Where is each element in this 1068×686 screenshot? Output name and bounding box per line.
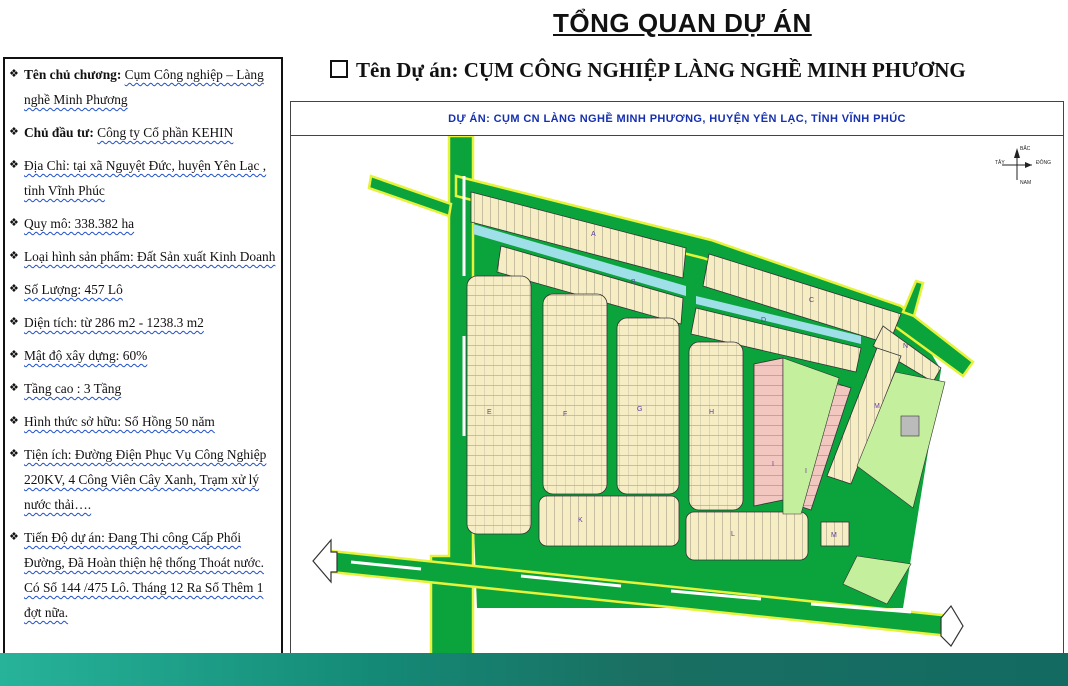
info-item-ownership: [5, 409, 281, 434]
compass-north: BẮC: [1020, 146, 1031, 152]
project-subtitle: [330, 58, 966, 83]
compass-west: TÂY: [995, 160, 1005, 166]
block-label: H: [709, 409, 715, 416]
block-label: F: [563, 411, 568, 418]
checkbox-bullet-icon: [330, 60, 348, 78]
block-label: M: [831, 532, 837, 539]
info-item-area: [5, 310, 281, 335]
info-item-progress: [5, 525, 281, 625]
diamond-bullet-icon: ❖: [9, 159, 19, 171]
east-arrow: [941, 606, 963, 646]
info-item-product-type: [5, 244, 281, 269]
info-item-quantity: [5, 277, 281, 302]
compass-east: ĐÔNG: [1036, 160, 1051, 166]
site-plan-map: [290, 101, 1064, 656]
diamond-bullet-icon: ❖: [9, 349, 19, 361]
diamond-bullet-icon: ❖: [9, 316, 19, 328]
compass-rose-icon: [995, 144, 1051, 186]
block-label: A: [591, 231, 596, 238]
block-label: I: [805, 468, 807, 475]
info-item-owner: [5, 62, 281, 112]
map-header: DỰ ÁN: CỤM CN LÀNG NGHỀ MINH PHƯƠNG, HUYỆN YÊN LẠC, TỈNH VĨNH PHÚC: [291, 102, 1063, 136]
info-value: Diện tích: từ 286 m2 - 1238.3 m2: [24, 315, 204, 330]
footer-bar: [0, 653, 1068, 686]
block-label: C: [809, 297, 815, 304]
site-plan-drawing: [291, 136, 1063, 656]
info-value: Tầng cao : 3 Tầng: [24, 381, 122, 396]
info-item-investor: [5, 120, 281, 145]
info-value: Công ty Cổ phần KEHIN: [97, 125, 234, 140]
diamond-bullet-icon: ❖: [9, 448, 19, 460]
west-arrow: [313, 540, 337, 582]
compass-south: NAM: [1020, 180, 1032, 186]
info-value: Số Lượng: 457 Lô: [24, 282, 123, 297]
block-label: D: [761, 317, 767, 324]
info-item-amenities: [5, 442, 281, 517]
block-label: I: [772, 461, 774, 468]
block-label: B: [631, 279, 636, 286]
info-value: Tiện ích: Đường Điện Phục Vụ Công Nghiệp 220KV, 4 Công Viên Cây Xanh, Trạm xử lý nước thải….: [24, 447, 267, 512]
block-label: M: [874, 403, 880, 410]
project-subtitle-text: Tên Dự án: CỤM CÔNG NGHIỆP LÀNG NGHỀ MINH PHƯƠNG: [356, 58, 966, 82]
info-value: Mật độ xây dựng: 60%: [24, 348, 148, 363]
diamond-bullet-icon: ❖: [9, 68, 19, 80]
info-label: Chủ đầu tư:: [24, 125, 94, 140]
block-label: N: [903, 343, 909, 350]
info-item-address: [5, 153, 281, 203]
info-label: Tên chủ chương:: [24, 67, 122, 82]
block-label: L: [731, 531, 735, 538]
info-value: Hình thức sở hữu: Sổ Hồng 50 năm: [24, 414, 215, 429]
diamond-bullet-icon: ❖: [9, 415, 19, 427]
info-value: Cụm Công nghiệp – Làng nghề Minh Phương: [24, 67, 264, 107]
block-label: K: [578, 517, 583, 524]
diamond-bullet-icon: ❖: [9, 283, 19, 295]
diamond-bullet-icon: ❖: [9, 531, 19, 543]
info-item-density: [5, 343, 281, 368]
info-value: Quy mô: 338.382 ha: [24, 216, 135, 231]
diamond-bullet-icon: ❖: [9, 250, 19, 262]
diamond-bullet-icon: ❖: [9, 382, 19, 394]
info-value: Tiến Độ dự án: Đang Thi công Cấp Phối Đường, Đã Hoàn thiện hệ thống Thoát nước. Có Sổ 144 /475 Lô. Tháng 12 Ra Sổ Thêm 1 đợt nữa.: [24, 530, 265, 620]
info-item-scale: [5, 211, 281, 236]
diamond-bullet-icon: ❖: [9, 217, 19, 229]
project-info-panel: [3, 57, 283, 657]
page-title: TỔNG QUAN DỰ ÁN: [553, 8, 812, 38]
info-value: Loại hình sản phẩm: Đất Sản xuất Kinh Doanh: [24, 249, 276, 264]
diamond-bullet-icon: ❖: [9, 126, 19, 138]
info-item-floors: [5, 376, 281, 401]
block-label: E: [487, 409, 492, 416]
info-list: [5, 59, 281, 625]
block-label: G: [637, 406, 643, 413]
info-value: Địa Chỉ: tại xã Nguyệt Đức, huyện Yên Lạc , tỉnh Vĩnh Phúc: [24, 158, 267, 198]
